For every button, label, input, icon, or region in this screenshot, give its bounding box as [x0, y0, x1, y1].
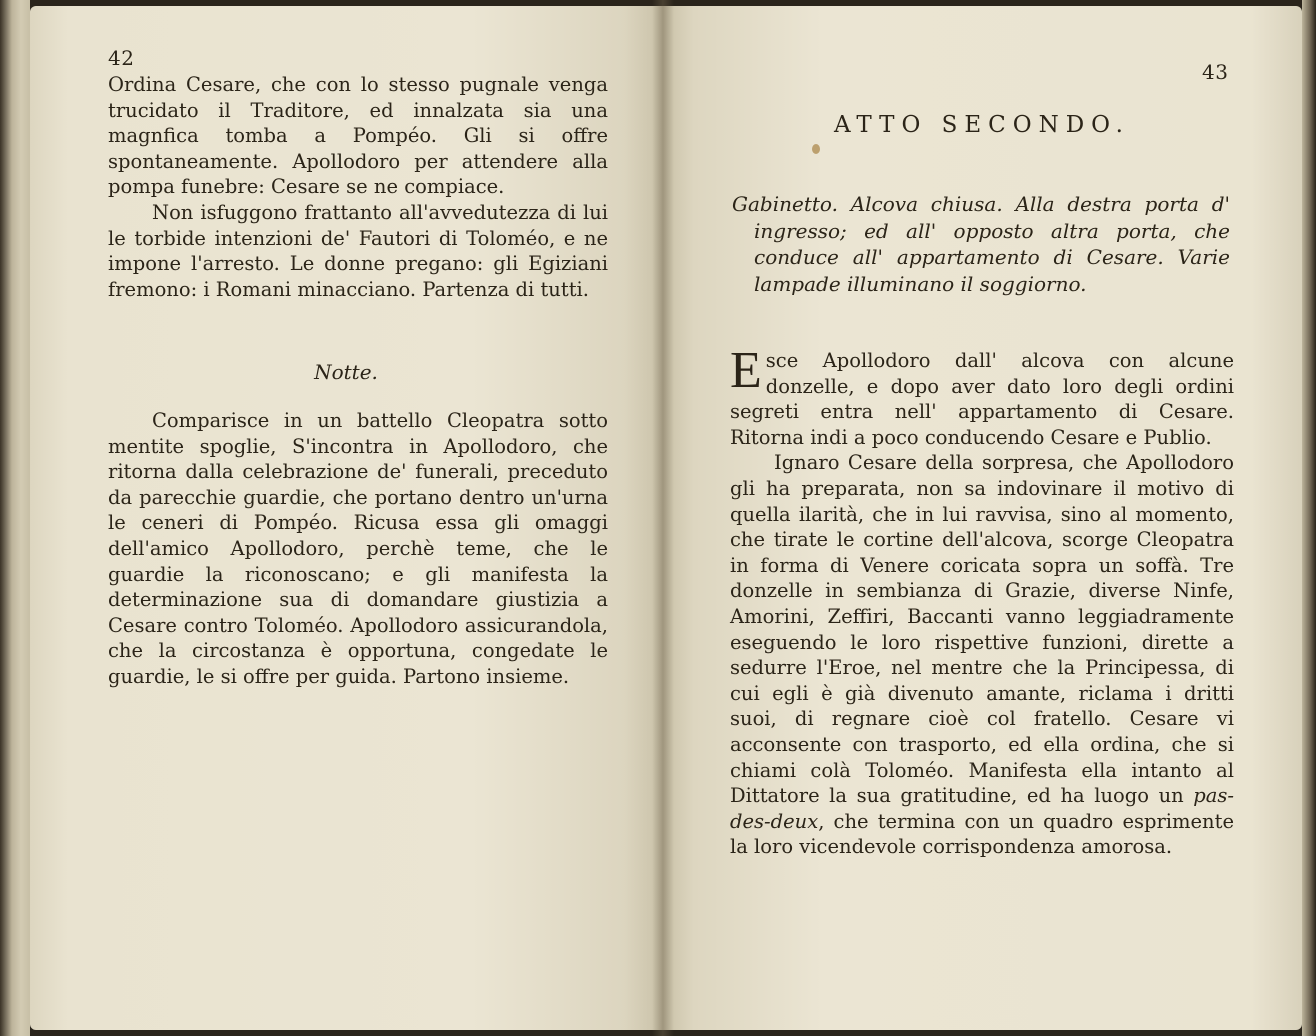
right-paragraph-2-italic: pas-des-deux — [730, 784, 1234, 833]
page-number-left: 42 — [108, 46, 135, 70]
right-paragraph-1-text: sce Apollodoro dall' alcova con alcune donzelle, e dopo aver dato loro degli ordini segreti entra nell' appartamento di Cesare. Ritorna indi a poco conducendo Cesare e Publio. — [730, 349, 1234, 449]
page-number-right: 43 — [1202, 60, 1229, 84]
right-paragraph-2-text-b: , che termina con un quadro esprimente la loro vicendevole corrispondenza amorosa. — [730, 809, 1234, 859]
scene-description-text: Gabinetto. Alcova chiusa. Alla destra porta d' ingresso; ed all' opposto altra porta, che conduce all' appartamento di Cesare. Varie lampade illuminano il soggiorno. — [732, 192, 1230, 296]
notes-paragraph: Comparisce in un battello Cleopatra sotto mentite spoglie, S'incontra in Apollodoro, che ritorna dalla celebrazione de' funerali, preceduto da parecchie guardie, che portano dentro un'urna le ceneri di Pompéo. Ricusa essa gli omaggi dell'amico Apollodoro, perchè teme, che le guardie la riconoscano; e gli manifesta la determinazione sua di domandare giustizia a Cesare contro Toloméo. Apollodoro assicurandola, che la circostanza è opportuna, congedate le guardie, le si offre per guida. Partono insieme. — [108, 409, 608, 688]
left-page-body — [108, 72, 608, 302]
right-paragraph-2 — [730, 450, 1234, 860]
book-gutter — [652, 0, 674, 1036]
right-page-body — [730, 342, 1234, 860]
act-title: ATTO SECONDO. — [833, 112, 1130, 138]
book-edge-right — [1302, 0, 1316, 1036]
scene-description — [732, 191, 1230, 297]
left-paragraph-1: Ordina Cesare, che con lo stesso pugnale venga trucidato il Traditore, ed innalzata sia una magnfica tomba a Pompéo. Gli si offre spontaneamente. Apollodoro per attendere alla pompa funebre: Cesare se ne compiace. — [108, 73, 608, 199]
book-edge-left — [0, 0, 30, 1036]
right-paragraph-2-text-a: Ignaro Cesare della sorpresa, che Apollodoro gli ha preparata, non sa indovinare il motivo di quella ilarità, che in lui ravvisa, sino al momento, che tirate le cortine dell'alcova, scorge Cleopatra in forma di Venere coricata sopra un soffà. Tre donzelle in sembianza di Grazie, diverse Ninfe, Amorini, Zeffiri, Baccanti vanno leggiadramente eseguendo le loro rispettive funzioni, dirette a sedurre l'Eroe, nel mentre che la Principessa, di cui egli è già divenuto amante, riclama i dritti suoi, di regnare cioè col fratello. Cesare vi acconsente con trasporto, ed ella ordina, che si chiami colà Toloméo. Manifesta ella intanto al Dittatore la sua gratitudine, ed ha luogo un — [730, 451, 1234, 808]
left-paragraph-2: Non isfuggono frattanto all'avvedutezza di lui le torbide intenzioni de' Fautori di Toloméo, e ne impone l'arresto. Le donne pregano: gli Egiziani fremono: i Romani minacciano. Partenza di tutti. — [108, 200, 608, 301]
right-page — [662, 6, 1302, 1030]
notes-body — [108, 408, 608, 690]
notes-heading: Notte. — [314, 360, 378, 384]
ink-spot — [812, 144, 820, 154]
right-paragraph-1 — [730, 342, 1234, 450]
left-page — [30, 6, 662, 1030]
drop-cap: E — [730, 342, 762, 399]
